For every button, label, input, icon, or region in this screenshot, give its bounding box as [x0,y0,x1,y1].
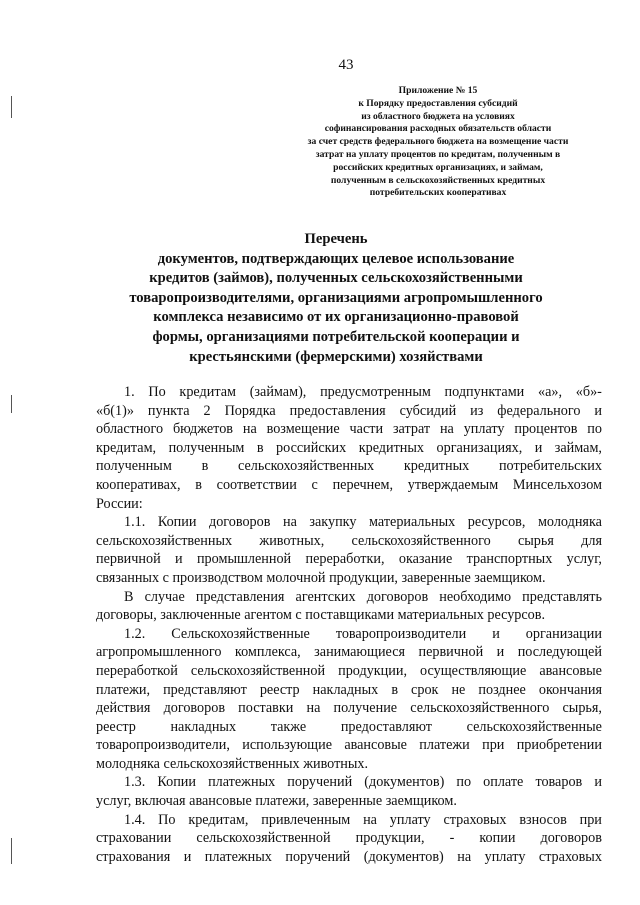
body-word: на [306,700,321,717]
scan-margin-mark [11,395,12,413]
body-word: кредитных [403,458,470,475]
body-word: привлеченным [261,811,351,828]
body-word: авансовые [189,793,252,810]
body-line [96,662,602,681]
body-word: страховании [96,830,172,847]
body-word: «б(1)» [96,402,134,419]
body-word: необходимо [439,588,512,605]
body-word: сельскохозяйственных [96,532,233,549]
body-line [96,643,602,662]
body-word: процентов [514,421,578,438]
body-word: авансовые [344,737,407,754]
document-title [100,230,572,367]
body-word: при [579,811,602,828]
body-word: в [391,681,399,698]
body-word: для [581,532,602,549]
annex-line: российских кредитных организациях, и займам, [333,161,543,173]
body-word: заемщиком. [385,793,457,810]
body-word: с [295,607,302,624]
annex-line: за счет средств федерального бюджета на возмещение части [307,136,569,148]
body-word: и [496,644,505,661]
body-word: федерального [497,402,581,419]
body-word: - [449,830,455,847]
body-word: агентских [295,588,356,605]
body-word: поручений [287,774,353,791]
body-word: закупку [309,514,357,531]
page-number: 43 [338,57,354,73]
body-word: 1.3. [124,774,146,791]
body-word: возмещение [266,421,340,438]
body-word: потребительских [498,458,602,475]
body-word: транспортных [466,551,553,568]
title-line: формы, организациями потребительской кооперации и [152,328,520,345]
body-word: Копии [157,514,197,531]
body-word: поручений [285,848,351,865]
body-word: 2 [203,402,211,419]
body-word: пункта [147,402,190,419]
body-word: переработки, [305,551,385,568]
body-line [96,439,602,458]
title-line: комплекса независимо от их организационно-правовой [153,309,519,326]
body-word: первичной [418,644,484,661]
body-line [96,755,602,774]
body-word: договоров [208,514,271,531]
body-word: промышленной [196,551,292,568]
body-word: представления [195,588,285,605]
body-word: договоров [366,588,429,605]
body-word: российских [276,439,347,456]
title-heading: Перечень [304,231,368,247]
document-body [96,383,602,866]
body-word: последующей [517,644,602,661]
body-line [96,402,602,421]
body-word: утверждаемым [407,476,499,493]
body-word: и [492,625,500,642]
body-word: заверенные [312,793,383,810]
body-word: авансовые [539,662,602,679]
body-word: платежи, [255,793,310,810]
body-word: накладных [170,718,237,735]
body-word: действия [96,700,151,717]
body-word: реестр [259,681,300,698]
body-word: сельскохозяйственные [466,718,602,735]
body-word: договоры, [96,607,157,624]
body-word: осуществляющие [420,662,527,679]
body-word: поставщиками [305,607,395,624]
body-word: России: [96,495,143,512]
body-word: переработкой [96,662,178,679]
body-word: товаропроизводители, [96,737,230,754]
body-word: (займам), [249,384,307,400]
body-word: продукции, [338,662,408,679]
body-word: страховых [538,848,602,865]
body-word: также [270,718,307,735]
body-word: сельскохозяйственной [190,662,326,679]
body-word: занимающиеся [314,644,406,661]
body-word: «а», [538,384,563,400]
body-line [96,625,602,644]
body-word: по [587,421,602,438]
body-word: сельскохозяйственного [410,700,550,717]
body-word: и [534,439,543,456]
body-line [96,718,602,737]
body-word: взносов [519,811,567,828]
body-word: на [439,421,454,438]
title-subtitle [100,250,572,368]
body-word: (документов) [364,774,445,791]
body-word: продукции, [329,569,398,586]
body-word: договоров [540,830,602,847]
body-word: на [457,848,472,865]
body-word: областного [96,421,164,438]
body-word: с [162,569,169,586]
body-word: и [594,402,602,419]
body-word: займам, [554,439,602,456]
body-word: случае [144,588,185,605]
body-word: ресурсов, [467,514,526,531]
annex-line: к Порядку предоставления субсидий [358,97,518,109]
body-line [96,476,602,495]
body-word: организации [525,625,602,642]
body-word: оплате [483,774,524,791]
body-word: в [256,439,264,456]
body-line [96,420,602,439]
body-word: использующие [242,737,332,754]
body-word: платежных [208,774,276,791]
scan-margin-mark [11,838,12,864]
body-word: агентом [244,607,292,624]
body-word: «б»- [575,384,602,400]
body-word: услуг, [96,793,132,810]
body-word: животных, [259,532,325,549]
body-word: платежи [419,737,470,754]
body-word: По [158,811,176,828]
body-word: молодняка [96,755,160,772]
body-word: предоставления [289,402,386,419]
body-word: полученным [96,458,172,475]
body-line [96,773,602,792]
body-word: в [195,476,202,493]
body-word: сырья, [562,700,602,717]
annex-line: из областного бюджета на условиях [361,110,515,122]
body-word: с [311,476,318,493]
body-line [96,606,602,625]
body-word: уплату [389,811,431,828]
body-line [96,513,602,532]
body-word: по [456,774,472,791]
body-word: 1. [124,384,135,400]
body-word: копии [479,830,516,847]
body-line [96,569,602,588]
body-word: 1.2. [124,625,146,642]
body-word: сырья [517,532,554,549]
body-line [96,383,602,402]
body-word: материальных [369,514,456,531]
body-word: Сельскохозяйственные [171,625,310,642]
body-line [96,681,602,700]
body-word: сельскохозяйственных [238,458,375,475]
body-word: сельскохозяйственной [196,830,331,847]
body-word: на [242,421,257,438]
body-line [96,792,602,811]
body-word: товаров [535,774,583,791]
body-word: связанных [96,569,160,586]
annex-line: Приложение № 15 [398,85,478,96]
annex-line: потребительских кооперативах [369,187,507,199]
annex-line: полученным в сельскохозяйственных кредитных [330,174,546,186]
body-line [96,495,602,514]
body-word: части [349,421,384,438]
body-word: позднее [478,681,526,698]
body-word: кредитам, [188,811,249,828]
body-word: не [451,681,466,698]
body-word: В [124,588,134,605]
body-word: реестр [96,718,136,735]
body-word: уплату [484,848,526,865]
body-word: предусмотренным [320,384,431,400]
body-word: комплекса, [234,644,301,661]
body-word: 1.4. [124,811,146,828]
body-line [96,588,602,607]
body-word: продукции, [355,830,425,847]
body-word: ресурсов. [487,607,546,624]
body-word: По [148,384,166,400]
body-word: и [175,551,183,568]
body-word: бюджетов [172,421,233,438]
body-word: в [201,458,209,475]
body-word: заемщиком. [474,569,546,586]
body-line [96,532,602,551]
body-word: и [594,774,602,791]
body-word: сельскохозяйственных [163,755,300,772]
body-word: платежи, [96,681,151,698]
body-word: на [282,514,297,531]
body-word: включая [134,793,186,810]
body-word: на [363,811,377,828]
body-word: организациях, [436,439,523,456]
body-word: накладных [312,681,379,698]
body-word: из [470,402,484,419]
body-word: оказание [398,551,453,568]
body-word: Порядка [224,402,276,419]
body-word: перечнем, [332,476,394,493]
body-word: поставки [238,700,294,717]
body-line [96,848,602,867]
annex-line: софинансирования расходных обязательств области [324,123,552,135]
annex-header [284,85,592,200]
body-word: агропромышленного [96,644,222,661]
body-word: платежных [204,848,272,865]
body-word: страхования [96,848,171,865]
body-word: окончания [538,681,602,698]
body-word: Минсельхозом [512,476,602,493]
body-word: при [482,737,505,754]
body-word: товаропроизводители [335,625,467,642]
body-word: полученным [168,439,245,456]
body-word: производством [172,569,263,586]
body-word: кредитам [179,384,236,400]
body-word: молочной [266,569,326,586]
title-line: крестьянскими (фермерскими) хозяйствами [189,348,483,365]
body-word: получение [333,700,398,717]
body-line [96,457,602,476]
body-word: животных. [303,755,369,772]
body-word: субсидий [399,402,457,419]
annex-line: затрат на уплату процентов по кредитам, полученным в [315,148,561,160]
body-word: приобретении [516,737,602,754]
body-word: предоставляют [340,718,432,735]
body-word: и [183,848,192,865]
scan-margin-mark [11,96,12,118]
body-line [96,550,602,569]
body-word: уплату [463,421,505,438]
body-word: представлять [522,588,602,605]
body-word: Копии [157,774,196,791]
title-line: товаропроизводителями, организациями агропромышленного [129,289,543,306]
body-word: кооперативах, [96,476,181,493]
body-word: сельскохозяйственного [351,532,491,549]
body-word: кредитных [358,439,425,456]
body-word: заверенные [401,569,471,586]
body-word: услуг, [566,551,602,568]
body-word: страховых [443,811,507,828]
body-word: первичной [96,551,161,568]
body-word: 1.1. [124,514,146,531]
body-word: соответствии [216,476,297,493]
body-word: молодняка [537,514,602,531]
body-word: срок [411,681,439,698]
title-line: документов, подтверждающих целевое использование [157,250,515,267]
body-line [96,736,602,755]
body-word: кредитам, [96,439,157,456]
body-word: материальных [397,607,484,624]
title-line: кредитов (займов), полученных сельскохозяйственными [149,270,523,287]
body-line [96,811,602,830]
body-word: договоров [163,700,226,717]
body-line [96,829,602,848]
body-line [96,699,602,718]
body-word: представляют [163,681,247,698]
body-word: заключенные [160,607,241,624]
body-word: затрат [392,421,431,438]
body-word: (документов) [363,848,444,865]
body-word: подпунктами [444,384,525,400]
